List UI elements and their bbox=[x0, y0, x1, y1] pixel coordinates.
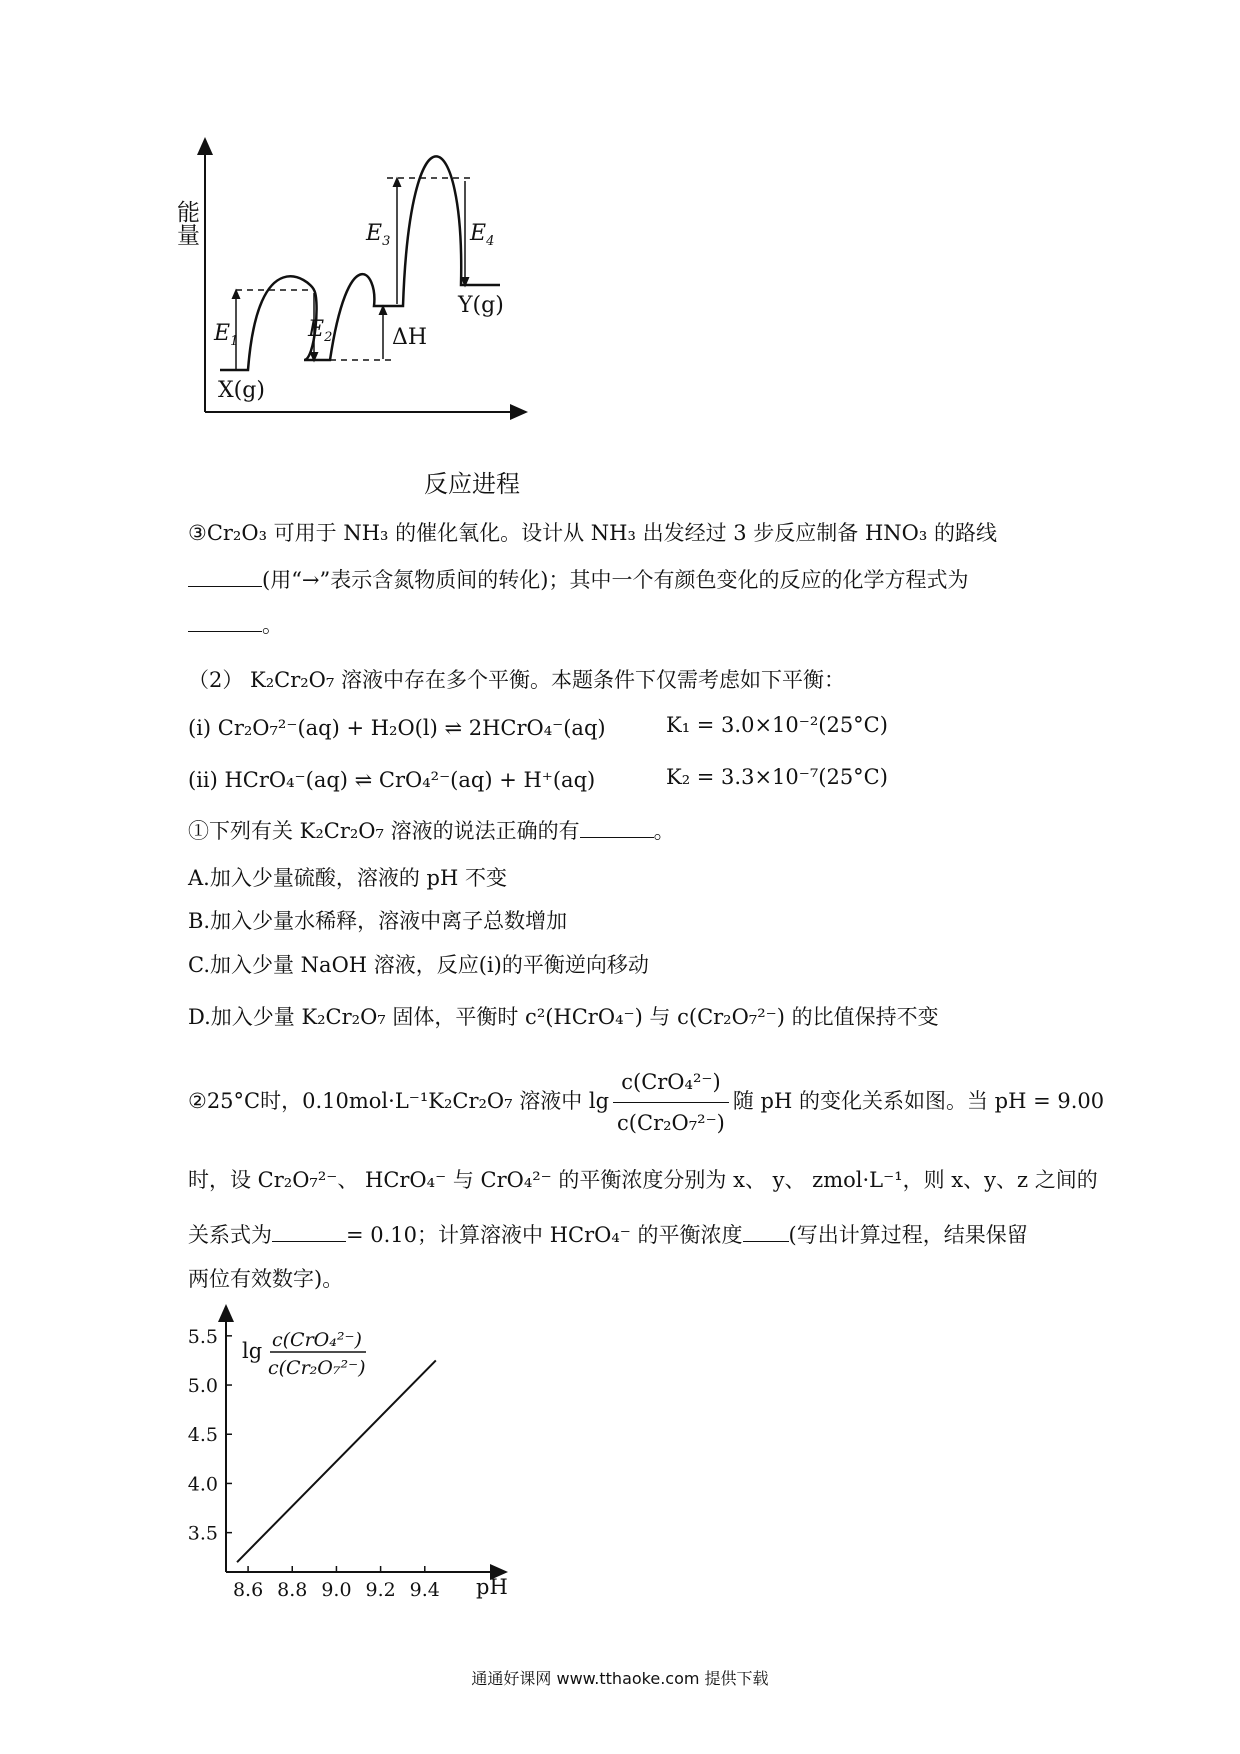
q2-2-line1: ②25°C时，0.10mol·L⁻¹K₂Cr₂O₇ 溶液中 lg $\frac{\text{c(CrO₄²⁻)}}{\text{c(Cr₂O₇²⁻)}}$ 随 pH 的变化关系如图。当 pH = 9.00 bbox=[188, 1062, 1104, 1143]
delta-h-label: ΔH bbox=[392, 325, 428, 350]
q3-line1: ③Cr₂O₃ 可用于 NH₃ 的催化氧化。设计从 NH₃ 出发经过 3 步反应制备 HNO₃ 的路线 bbox=[188, 521, 997, 545]
energy-curve bbox=[220, 156, 500, 370]
y-tick-label: 4.0 bbox=[187, 1473, 218, 1496]
y-tick-label: 4.5 bbox=[187, 1424, 218, 1447]
equilibrium-1: (i) Cr₂O₇²⁻(aq) + H₂O(l) ⇌ 2HCrO₄⁻(aq) bbox=[188, 716, 606, 740]
equilibrium-2-k: K₂ = 3.3×10⁻⁷(25°C) bbox=[666, 765, 888, 789]
x-tick-label: 8.8 bbox=[277, 1579, 308, 1601]
equilibrium-2: (ii) HCrO₄⁻(aq) ⇌ CrO₄²⁻(aq) + H⁺(aq) bbox=[188, 768, 596, 792]
x-tick-label: 9.0 bbox=[321, 1579, 352, 1601]
q2-2-line3: 关系式为 = 0.10；计算溶液中 HCrO₄⁻ 的平衡浓度 (写出计算过程，结果保留 bbox=[188, 1223, 1028, 1247]
x-axis-label: 反应进程 bbox=[424, 470, 520, 498]
series-line bbox=[237, 1360, 436, 1562]
answer-blank[interactable] bbox=[188, 613, 262, 632]
product-label: Y(g) bbox=[458, 293, 504, 318]
y-axis-label: 能量 bbox=[173, 200, 199, 246]
y-tick-label: 3.5 bbox=[187, 1522, 218, 1545]
svg-text:E3: $E_3$ bbox=[366, 221, 391, 249]
svg-text:E1: $E_1$ bbox=[214, 321, 239, 349]
x-tick-label: 9.4 bbox=[409, 1579, 440, 1601]
q2-2-line4: 两位有效数字)。 bbox=[188, 1267, 344, 1291]
option-b: B.加入少量水稀释，溶液中离子总数增加 bbox=[188, 909, 568, 933]
q2-intro: （2） K₂Cr₂O₇ 溶液中存在多个平衡。本题条件下仅需考虑如下平衡： bbox=[188, 668, 845, 692]
q3-line3: 。 bbox=[188, 610, 283, 640]
q3-line2: (用“→”表示含氮物质间的转化)；其中一个有颜色变化的反应的化学方程式为 bbox=[188, 565, 968, 595]
chart-ylabel-prefix: lg bbox=[242, 1339, 263, 1363]
chart-xlabel: pH bbox=[476, 1575, 508, 1599]
q2-1-stem: ①下列有关 K₂Cr₂O₇ 溶液的说法正确的有 。 bbox=[188, 819, 675, 843]
y-tick-label: 5.5 bbox=[187, 1325, 218, 1348]
answer-blank[interactable] bbox=[188, 568, 262, 587]
footer: 通通好课网 www.tthaoke.com 提供下载 bbox=[471, 1669, 769, 1688]
answer-blank[interactable] bbox=[580, 819, 654, 838]
chart-ylabel-den: c(Cr₂O₇²⁻) bbox=[268, 1357, 366, 1379]
svg-text:E4: $E_4$ bbox=[470, 221, 495, 249]
chart-ylabel-num: c(CrO₄²⁻) bbox=[272, 1329, 362, 1351]
reactant-label: X(g) bbox=[218, 378, 265, 403]
option-c: C.加入少量 NaOH 溶液，反应(i)的平衡逆向移动 bbox=[188, 953, 649, 977]
option-d: D.加入少量 K₂Cr₂O₇ 固体，平衡时 c²(HCrO₄⁻) 与 c(Cr₂O₇²⁻) 的比值保持不变 bbox=[188, 1005, 939, 1029]
x-tick-label: 9.2 bbox=[365, 1579, 396, 1601]
ph-line-chart bbox=[180, 1306, 540, 1606]
energy-diagram bbox=[173, 140, 620, 510]
q2-2-line2: 时，设 Cr₂O₇²⁻、 HCrO₄⁻ 与 CrO₄²⁻ 的平衡浓度分别为 x、 y、 zmol·L⁻¹，则 x、y、z 之间的 bbox=[188, 1168, 1098, 1192]
equilibrium-1-k: K₁ = 3.0×10⁻²(25°C) bbox=[666, 713, 888, 737]
ratio-fraction: $\frac{\text{c(CrO₄²⁻)}}{\text{c(Cr₂O₇²⁻)}}$ bbox=[613, 1062, 729, 1143]
x-tick-label: 8.6 bbox=[232, 1579, 264, 1601]
svg-text:E2: $E_2$ bbox=[308, 317, 333, 345]
option-a: A.加入少量硫酸，溶液的 pH 不变 bbox=[188, 866, 507, 890]
y-tick-label: 5.0 bbox=[187, 1375, 218, 1398]
answer-blank[interactable] bbox=[272, 1223, 346, 1242]
answer-blank[interactable] bbox=[743, 1223, 789, 1242]
